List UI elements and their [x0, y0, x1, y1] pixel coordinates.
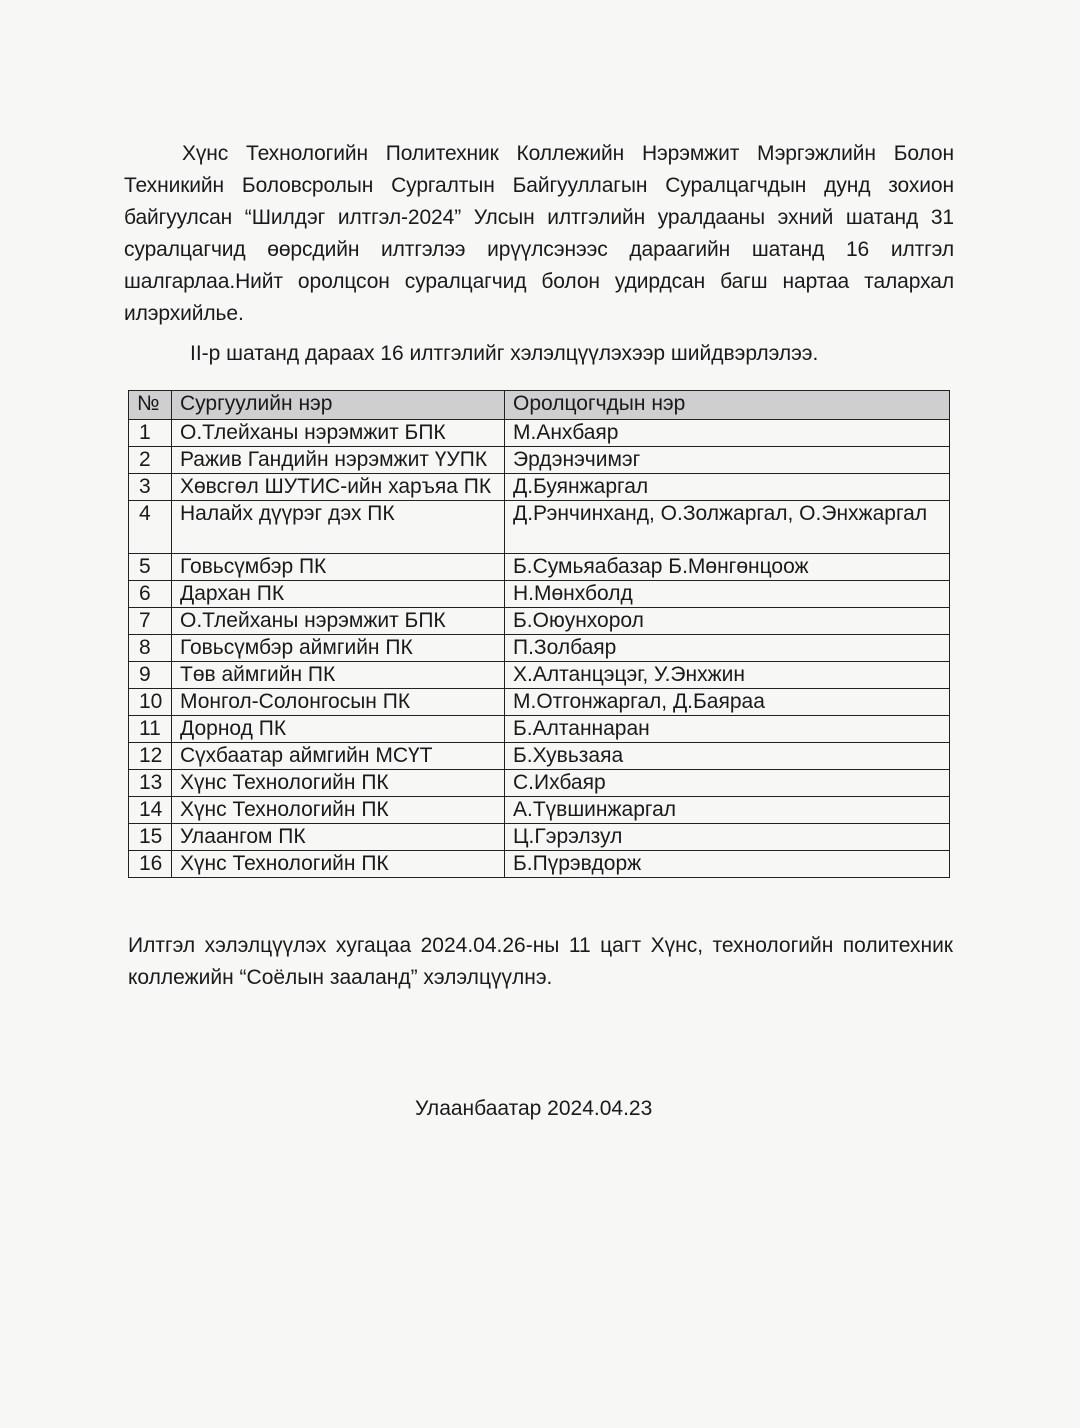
- cell-number: 2: [129, 447, 172, 474]
- cell-number: 4: [129, 501, 172, 554]
- table-row: [129, 797, 950, 824]
- intro-paragraph: Хүнс Технологийн Политехник Коллежийн Нэрэмжит Мэргэжлийн Болон Техникийн Боловсролын Сургалтын Байгууллагын Суралцагчдын дунд зохион байгуулсан “Шилдэг илтгэл-2024” Улсын илтгэлийн уралдааны эхний шатанд 31 суралцагчид өөрсдийн илтгэлээ ирүүлсэнээс дараагийн шатанд 16 илтгэл шалгарлаа.Нийт оролцсон суралцагчид болон удирдсан багш нартаа талархал илэрхийлье.: [124, 142, 954, 325]
- cell-number: 12: [129, 743, 172, 770]
- cell-school-name: Ражив Гандийн нэрэмжит ҮУПК: [172, 447, 505, 474]
- cell-number: 8: [129, 635, 172, 662]
- cell-number: 15: [129, 824, 172, 851]
- cell-school-name: Говьсүмбэр ПК: [172, 554, 505, 581]
- cell-school-name: О.Тлейханы нэрэмжит БПК: [172, 608, 505, 635]
- table-row: [129, 824, 950, 851]
- cell-participants: Д.Рэнчинханд, О.Золжаргал, О.Энхжаргал: [505, 501, 950, 554]
- cell-participants: Б.Алтаннаран: [505, 716, 950, 743]
- cell-school-name: О.Тлейханы нэрэмжит БПК: [172, 420, 505, 447]
- cell-participants: Б.Пүрэвдорж: [505, 851, 950, 878]
- header-number: №: [129, 391, 172, 420]
- place-and-date: Улаанбаатар 2024.04.23: [415, 1097, 653, 1120]
- cell-participants: Б.Хувьзаяа: [505, 743, 950, 770]
- cell-school-name: Сүхбаатар аймгийн МСҮТ: [172, 743, 505, 770]
- table-row: [129, 554, 950, 581]
- header-participants: Оролцогчдын нэр: [505, 391, 950, 420]
- table-row: [129, 447, 950, 474]
- table-row: [129, 770, 950, 797]
- cell-number: 13: [129, 770, 172, 797]
- cell-number: 1: [129, 420, 172, 447]
- table-row: [129, 662, 950, 689]
- cell-participants: Х.Алтанцэцэг, У.Энхжин: [505, 662, 950, 689]
- cell-number: 10: [129, 689, 172, 716]
- notice-paragraph: Илтгэл хэлэлцүүлэх хугацаа 2024.04.26-ны 11 цагт Хүнс, технологийн политехник коллежийн “Соёлын зааланд” хэлэлцүүлнэ.: [128, 934, 953, 989]
- cell-participants: Эрдэнэчимэг: [505, 447, 950, 474]
- cell-participants: Д.Буянжаргал: [505, 474, 950, 501]
- cell-participants: М.Анхбаяр: [505, 420, 950, 447]
- cell-participants: Б.Сумьяабазар Б.Мөнгөнцоож: [505, 554, 950, 581]
- table-caption: II-р шатанд дараах 16 илтгэлийг хэлэлцүүлэхээр шийдвэрлэлээ.: [190, 342, 819, 365]
- results-table: [128, 390, 950, 878]
- cell-participants: Ц.Гэрэлзул: [505, 824, 950, 851]
- cell-school-name: Говьсүмбэр аймгийн ПК: [172, 635, 505, 662]
- cell-school-name: Хүнс Технологийн ПК: [172, 797, 505, 824]
- cell-number: 9: [129, 662, 172, 689]
- cell-participants: Н.Мөнхболд: [505, 581, 950, 608]
- cell-participants: С.Ихбаяр: [505, 770, 950, 797]
- header-school-name: Сургуулийн нэр: [172, 391, 505, 420]
- cell-number: 6: [129, 581, 172, 608]
- cell-school-name: Хүнс Технологийн ПК: [172, 851, 505, 878]
- cell-school-name: Дорнод ПК: [172, 716, 505, 743]
- cell-school-name: Дархан ПК: [172, 581, 505, 608]
- cell-number: 16: [129, 851, 172, 878]
- table-row: [129, 474, 950, 501]
- cell-school-name: Төв аймгийн ПК: [172, 662, 505, 689]
- cell-school-name: Хүнс Технологийн ПК: [172, 770, 505, 797]
- table-row: [129, 743, 950, 770]
- cell-number: 11: [129, 716, 172, 743]
- cell-participants: М.Отгонжаргал, Д.Баяраа: [505, 689, 950, 716]
- table-row: [129, 635, 950, 662]
- cell-participants: П.Золбаяр: [505, 635, 950, 662]
- cell-school-name: Хөвсгөл ШУТИС-ийн харъяа ПК: [172, 474, 505, 501]
- table-row: [129, 501, 950, 554]
- table-header-row: [129, 391, 950, 420]
- cell-school-name: Монгол-Солонгосын ПК: [172, 689, 505, 716]
- table-row: [129, 689, 950, 716]
- cell-number: 14: [129, 797, 172, 824]
- table-row: [129, 581, 950, 608]
- cell-school-name: Налайх дүүрэг дэх ПК: [172, 501, 505, 554]
- table-row: [129, 851, 950, 878]
- cell-participants: А.Түвшинжаргал: [505, 797, 950, 824]
- cell-number: 5: [129, 554, 172, 581]
- cell-number: 7: [129, 608, 172, 635]
- table-row: [129, 420, 950, 447]
- table-row: [129, 608, 950, 635]
- table-row: [129, 716, 950, 743]
- cell-participants: Б.Оюунхорол: [505, 608, 950, 635]
- cell-number: 3: [129, 474, 172, 501]
- cell-school-name: Улаангом ПК: [172, 824, 505, 851]
